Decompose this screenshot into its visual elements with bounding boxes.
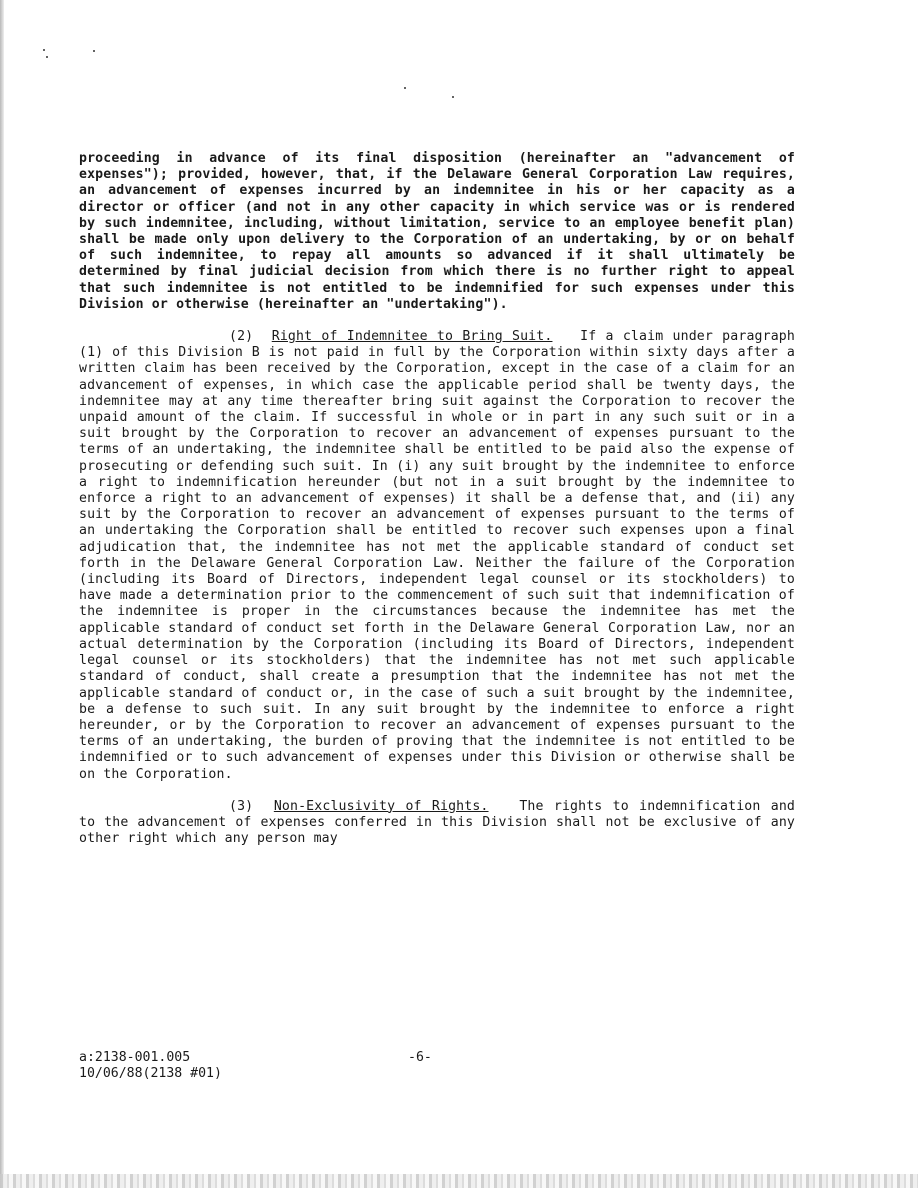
scan-edge-bottom bbox=[0, 1174, 918, 1188]
footer-document-reference bbox=[79, 1050, 222, 1082]
scan-speck bbox=[404, 87, 406, 89]
paragraph-non-exclusivity bbox=[79, 799, 795, 848]
scan-edge-left bbox=[0, 0, 4, 1188]
page-number: -6- bbox=[408, 1050, 432, 1065]
section-body: The rights to indemnification and to the advancement of expenses conferred in this Division shall not be exclusive of any other right which any person may bbox=[79, 798, 795, 847]
section-number: (2) bbox=[229, 329, 254, 345]
scan-speck bbox=[43, 49, 45, 51]
section-heading: Non-Exclusivity of Rights. bbox=[273, 798, 489, 814]
section-body: If a claim under paragraph (1) of this Division B is not paid in full by the Corporation within sixty days after a written claim has been received by the Corporation, except in the case of a claim for an advancement of expenses, in which case the applicable period shall be twenty days, the indemnitee may at any time thereafter bring suit against the Corporation to recover the unpaid amount of the claim. If successful in whole or in part in any such suit or in a suit brought by the Corporation to recover an advancement of expenses pursuant to the terms of an undertaking, the indemnitee shall be entitled to be paid also the expense of prosecuting or defending such suit. In (i) any suit brought by the indemnitee to enforce a right to indemnification hereunder (but not in a suit brought by the indemnitee to enforce a right to an advancement of expenses) it shall be a defense that, and (ii) any suit by the Corporation to recover an advancement of expenses pursuant to the terms of an undertaking the Corporation shall be entitled to recover such expenses upon a final adjudication that, the indemnitee has not met the applicable standard of conduct set forth in the Delaware General Corporation Law. Neither the failure of the Corporation (including its Board of Directors, independent legal counsel or its stockholders) to have made a determination prior to the commencement of such suit that indemnification of the indemnitee is proper in the circumstances because the indemnitee has met the applicable standard of conduct set forth in the Delaware General Corporation Law, nor an actual determination by the Corporation (including its Board of Directors, independent legal counsel or its stockholders) that the indemnitee has not met such applicable standard of conduct, shall create a presumption that the indemnitee has not met the applicable standard of conduct or, in the case of such a suit brought by the indemnitee, be a defense to such suit. In any suit brought by the indemnitee to enforce a right hereunder, or by the Corporation to recover an advancement of expenses pursuant to the terms of an undertaking, the burden of proving that the indemnitee is not entitled to be indemnified or to such advancement of expenses under this Division or otherwise shall be on the Corporation. bbox=[79, 329, 795, 782]
scan-speck bbox=[452, 96, 454, 98]
scan-speck bbox=[93, 50, 95, 52]
section-number: (3) bbox=[229, 798, 254, 814]
paragraph-right-to-bring-suit bbox=[79, 329, 795, 783]
footer-date-code: 10/06/88(2138 #01) bbox=[79, 1066, 222, 1081]
footer-file-code: a:2138-001.005 bbox=[79, 1050, 191, 1065]
document-body bbox=[79, 151, 795, 847]
section-heading: Right of Indemnitee to Bring Suit. bbox=[271, 329, 553, 345]
scan-speck bbox=[46, 56, 48, 58]
paragraph-advancement-of-expenses: proceeding in advance of its final disposition (hereinafter an "advancement of expenses"); provided, however, that, if the Delaware General Corporation Law requires, an advancement of expenses incurred by an indemnitee in his or her capacity as a director or officer (and not in any other capacity in which service was or is rendered by such indemnitee, including, without limitation, service to an employee benefit plan) shall be made only upon delivery to the Corporation of an undertaking, by or on behalf of such indemnitee, to repay all amounts so advanced if it shall ultimately be determined by final judicial decision from which there is no further right to appeal that such indemnitee is not entitled to be indemnified for such expenses under this Division or otherwise (hereinafter an "undertaking"). bbox=[79, 151, 795, 312]
